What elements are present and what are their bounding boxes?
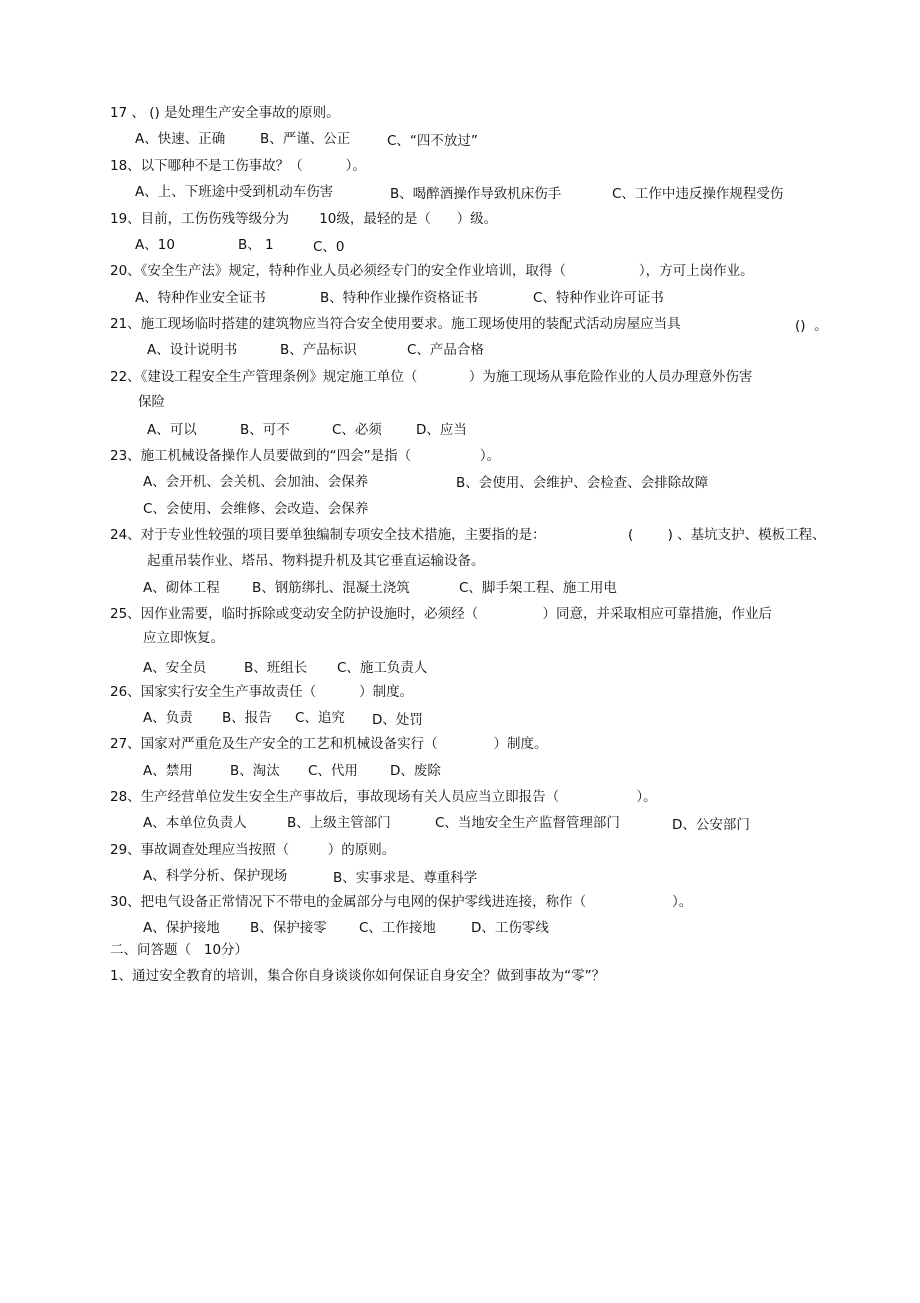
question-21-option-c: C、产品合格 <box>407 342 484 358</box>
question-20-option-c: C、特种作业许可证书 <box>533 290 664 306</box>
question-20-stem: 20、《安全生产法》规定，特种作业人员必须经专门的安全作业培训，取得（ ），方可上岗作业。 <box>110 263 754 279</box>
question-30-stem: 30、把电气设备正常情况下不带电的金属部分与电网的保护零线进连接，称作（ ）。 <box>110 894 693 910</box>
question-24-option-c: C、脚手架工程、施工用电 <box>459 580 617 596</box>
question-28-option-a: A、本单位负责人 <box>143 815 247 831</box>
question-26-option-b: B、报告 <box>222 710 272 726</box>
question-18-option-a: A、上、下班途中受到机动车伤害 <box>135 184 334 200</box>
question-30-option-a: A、保护接地 <box>143 920 220 936</box>
question-27-option-a: A、禁用 <box>143 763 193 779</box>
question-24-option-a: A、砌体工程 <box>143 580 220 596</box>
question-25-stem-cont: 应立即恢复。 <box>143 630 224 646</box>
question-22-stem: 22、《建设工程安全生产管理条例》规定施工单位（ ）为施工现场从事危险作业的人员办理意外伤害 <box>110 369 753 385</box>
question-25-option-b: B、班组长 <box>244 660 308 676</box>
essay-question-1: 1、通过安全教育的培训，集合你自身谈谈你如何保证自身安全？做到事故为“零”？ <box>110 968 606 984</box>
question-21-option-a: A、设计说明书 <box>147 342 238 358</box>
question-18-option-c: C、工作中违反操作规程受伤 <box>612 186 784 202</box>
question-29-stem: 29、事故调查处理应当按照（ ）的原则。 <box>110 842 396 858</box>
question-30-option-d: D、工伤零线 <box>471 920 549 936</box>
question-27-option-d: D、废除 <box>390 763 441 779</box>
question-21-stem-tail: () 。 <box>795 318 828 334</box>
question-26-option-a: A、负责 <box>143 710 193 726</box>
question-29-option-a: A、科学分析、保护现场 <box>143 868 288 884</box>
question-28-stem: 28、生产经营单位发生安全生产事故后，事故现场有关人员应当立即报告（ ）。 <box>110 789 657 805</box>
question-23-option-a: A、会开机、会关机、会加油、会保养 <box>143 474 369 490</box>
question-29-option-b: B、实事求是、尊重科学 <box>333 870 478 886</box>
question-23-option-c: C、会使用、会维修、会改造、会保养 <box>143 501 369 517</box>
question-25-option-a: A、安全员 <box>143 660 207 676</box>
question-24-stem-cont: 起重吊装作业、塔吊、物料提升机及其它垂直运输设备。 <box>147 553 485 569</box>
question-26-option-c: C、追究 <box>295 710 345 726</box>
question-19-stem: 19、目前，工伤伤残等级分为 10级，最轻的是（ ）级。 <box>110 211 498 227</box>
question-24-option-b: B、钢筋绑扎、混凝土浇筑 <box>252 580 410 596</box>
question-17-option-b: B、严谨、公正 <box>260 131 351 147</box>
question-28-option-c: C、当地安全生产监督管理部门 <box>435 815 620 831</box>
question-20-option-b: B、特种作业操作资格证书 <box>320 290 478 306</box>
question-26-option-d: D、处罚 <box>372 712 423 728</box>
question-21-option-b: B、产品标识 <box>280 342 357 358</box>
question-27-stem: 27、国家对严重危及生产安全的工艺和机械设备实行（ ）制度。 <box>110 736 548 752</box>
question-22-option-a: A、可以 <box>147 422 197 438</box>
question-19-option-b: B、 1 <box>238 237 274 253</box>
question-30-option-c: C、工作接地 <box>359 920 436 936</box>
question-22-option-d: D、应当 <box>416 422 467 438</box>
question-24-stem: 24、对于专业性较强的项目要单独编制专项安全技术措施，主要指的是： <box>110 527 546 543</box>
question-23-stem: 23、施工机械设备操作人员要做到的“四会”是指（ ）。 <box>110 448 501 464</box>
question-21-stem: 21、施工现场临时搭建的建筑物应当符合安全使用要求。施工现场使用的装配式活动房屋应当具 <box>110 316 681 332</box>
question-30-option-b: B、保护接零 <box>250 920 327 936</box>
question-25-stem: 25、因作业需要，临时拆除或变动安全防护设施时，必须经（ ）同意，并采取相应可靠措施，作业后 <box>110 606 773 622</box>
section-heading: 二、问答题（ 10分） <box>110 942 249 958</box>
question-19-option-c: C、0 <box>313 239 345 255</box>
question-28-option-b: B、上级主管部门 <box>287 815 391 831</box>
question-22-stem-cont: 保险 <box>138 394 165 410</box>
question-26-stem: 26、国家实行安全生产事故责任（ ）制度。 <box>110 684 414 700</box>
question-17-stem: 17 、 () 是处理生产安全事故的原则。 <box>110 105 340 121</box>
question-19-option-a: A、10 <box>135 237 175 253</box>
question-27-option-b: B、淘汰 <box>230 763 280 779</box>
question-22-option-c: C、必须 <box>332 422 382 438</box>
question-25-option-c: C、施工负责人 <box>337 660 428 676</box>
question-22-option-b: B、可不 <box>240 422 290 438</box>
question-18-option-b: B、喝醉酒操作导致机床伤手 <box>390 186 562 202</box>
question-27-option-c: C、代用 <box>308 763 358 779</box>
question-24-stem-tail: ( ) 、基坑支护、模板工程、 <box>628 527 826 543</box>
question-17-option-c: C、“四不放过” <box>387 133 478 149</box>
question-18-stem: 18、以下哪种不是工伤事故？（ ）。 <box>110 158 366 174</box>
question-28-option-d: D、公安部门 <box>672 817 750 833</box>
question-23-option-b: B、会使用、会维护、会检查、会排除故障 <box>456 475 709 491</box>
question-17-option-a: A、快速、正确 <box>135 131 226 147</box>
question-20-option-a: A、特种作业安全证书 <box>135 290 266 306</box>
